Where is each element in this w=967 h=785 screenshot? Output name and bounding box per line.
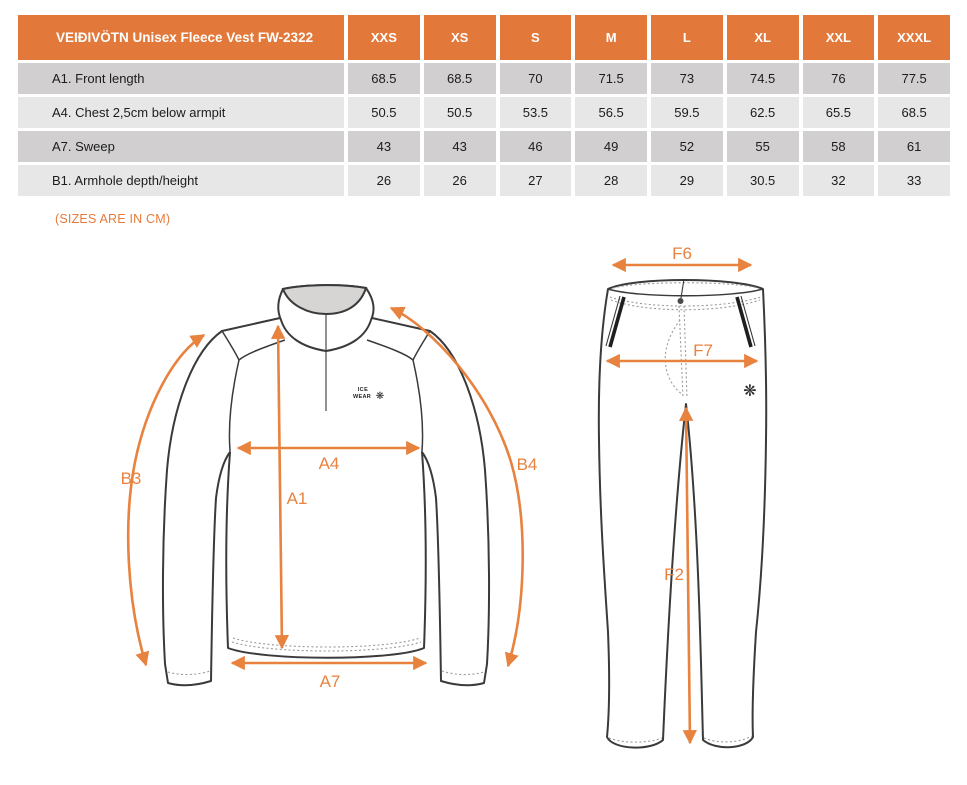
cell-value: 55: [727, 131, 799, 162]
size-col-header-l: L: [651, 15, 723, 60]
cell-value: 50.5: [424, 97, 496, 128]
size-chart-table: [18, 15, 950, 196]
cell-value: 29: [651, 165, 723, 196]
label-f2: F2: [664, 565, 684, 584]
size-col-header-xs: XS: [424, 15, 496, 60]
pants-snowflake-icon: ❋: [743, 381, 757, 400]
label-a7: A7: [319, 672, 341, 691]
row-label-chest: A4. Chest 2,5cm below armpit: [18, 97, 344, 128]
cell-value: 73: [651, 63, 723, 94]
cell-value: 70: [500, 63, 572, 94]
waist-button: [678, 298, 684, 304]
cell-value: 33: [878, 165, 950, 196]
row-label-front-length: A1. Front length: [18, 63, 344, 94]
table-title: VEIÐIVÖTN Unisex Fleece Vest FW-2322: [18, 15, 344, 60]
cell-value: 26: [424, 165, 496, 196]
cell-value: 30.5: [727, 165, 799, 196]
logo-text-ice: ICE: [357, 387, 369, 393]
cell-value: 56.5: [575, 97, 647, 128]
sizes-unit-note: (SIZES ARE IN CM): [55, 212, 171, 226]
cell-value: 77.5: [878, 63, 950, 94]
pants-diagram: [599, 244, 766, 748]
cell-value: 62.5: [727, 97, 799, 128]
cell-value: 68.5: [878, 97, 950, 128]
cell-value: 68.5: [348, 63, 420, 94]
label-f7: F7: [693, 341, 713, 360]
label-a4: A4: [318, 454, 340, 473]
cell-value: 26: [348, 165, 420, 196]
label-b3: B3: [120, 469, 142, 488]
size-col-header-xl: XL: [727, 15, 799, 60]
cell-value: 74.5: [727, 63, 799, 94]
pants-silhouette: [599, 280, 766, 748]
cell-value: 43: [424, 131, 496, 162]
cell-value: 49: [575, 131, 647, 162]
size-col-header-xxxl: XXXL: [878, 15, 950, 60]
label-a1: A1: [286, 489, 308, 508]
size-col-header-xxs: XXS: [348, 15, 420, 60]
cell-value: 53.5: [500, 97, 572, 128]
cell-value: 65.5: [803, 97, 875, 128]
label-b4: B4: [516, 455, 538, 474]
cell-value: 76: [803, 63, 875, 94]
cell-value: 27: [500, 165, 572, 196]
measurement-diagrams: [0, 230, 967, 785]
cell-value: 68.5: [424, 63, 496, 94]
cell-value: 71.5: [575, 63, 647, 94]
cell-value: 32: [803, 165, 875, 196]
logo-snowflake-icon: ❋: [375, 391, 385, 402]
arrow-f2: [686, 408, 690, 743]
row-label-armhole: B1. Armhole depth/height: [18, 165, 344, 196]
cell-value: 43: [348, 131, 420, 162]
logo-text-wear: WEAR: [352, 394, 372, 400]
cell-value: 28: [575, 165, 647, 196]
cell-value: 61: [878, 131, 950, 162]
cell-value: 52: [651, 131, 723, 162]
row-label-sweep: A7. Sweep: [18, 131, 344, 162]
cell-value: 58: [803, 131, 875, 162]
cell-value: 59.5: [651, 97, 723, 128]
label-f6: F6: [672, 244, 692, 263]
size-col-header-m: M: [575, 15, 647, 60]
fleece-top-diagram: [121, 285, 538, 691]
cell-value: 50.5: [348, 97, 420, 128]
size-col-header-xxl: XXL: [803, 15, 875, 60]
size-col-header-s: S: [500, 15, 572, 60]
cell-value: 46: [500, 131, 572, 162]
